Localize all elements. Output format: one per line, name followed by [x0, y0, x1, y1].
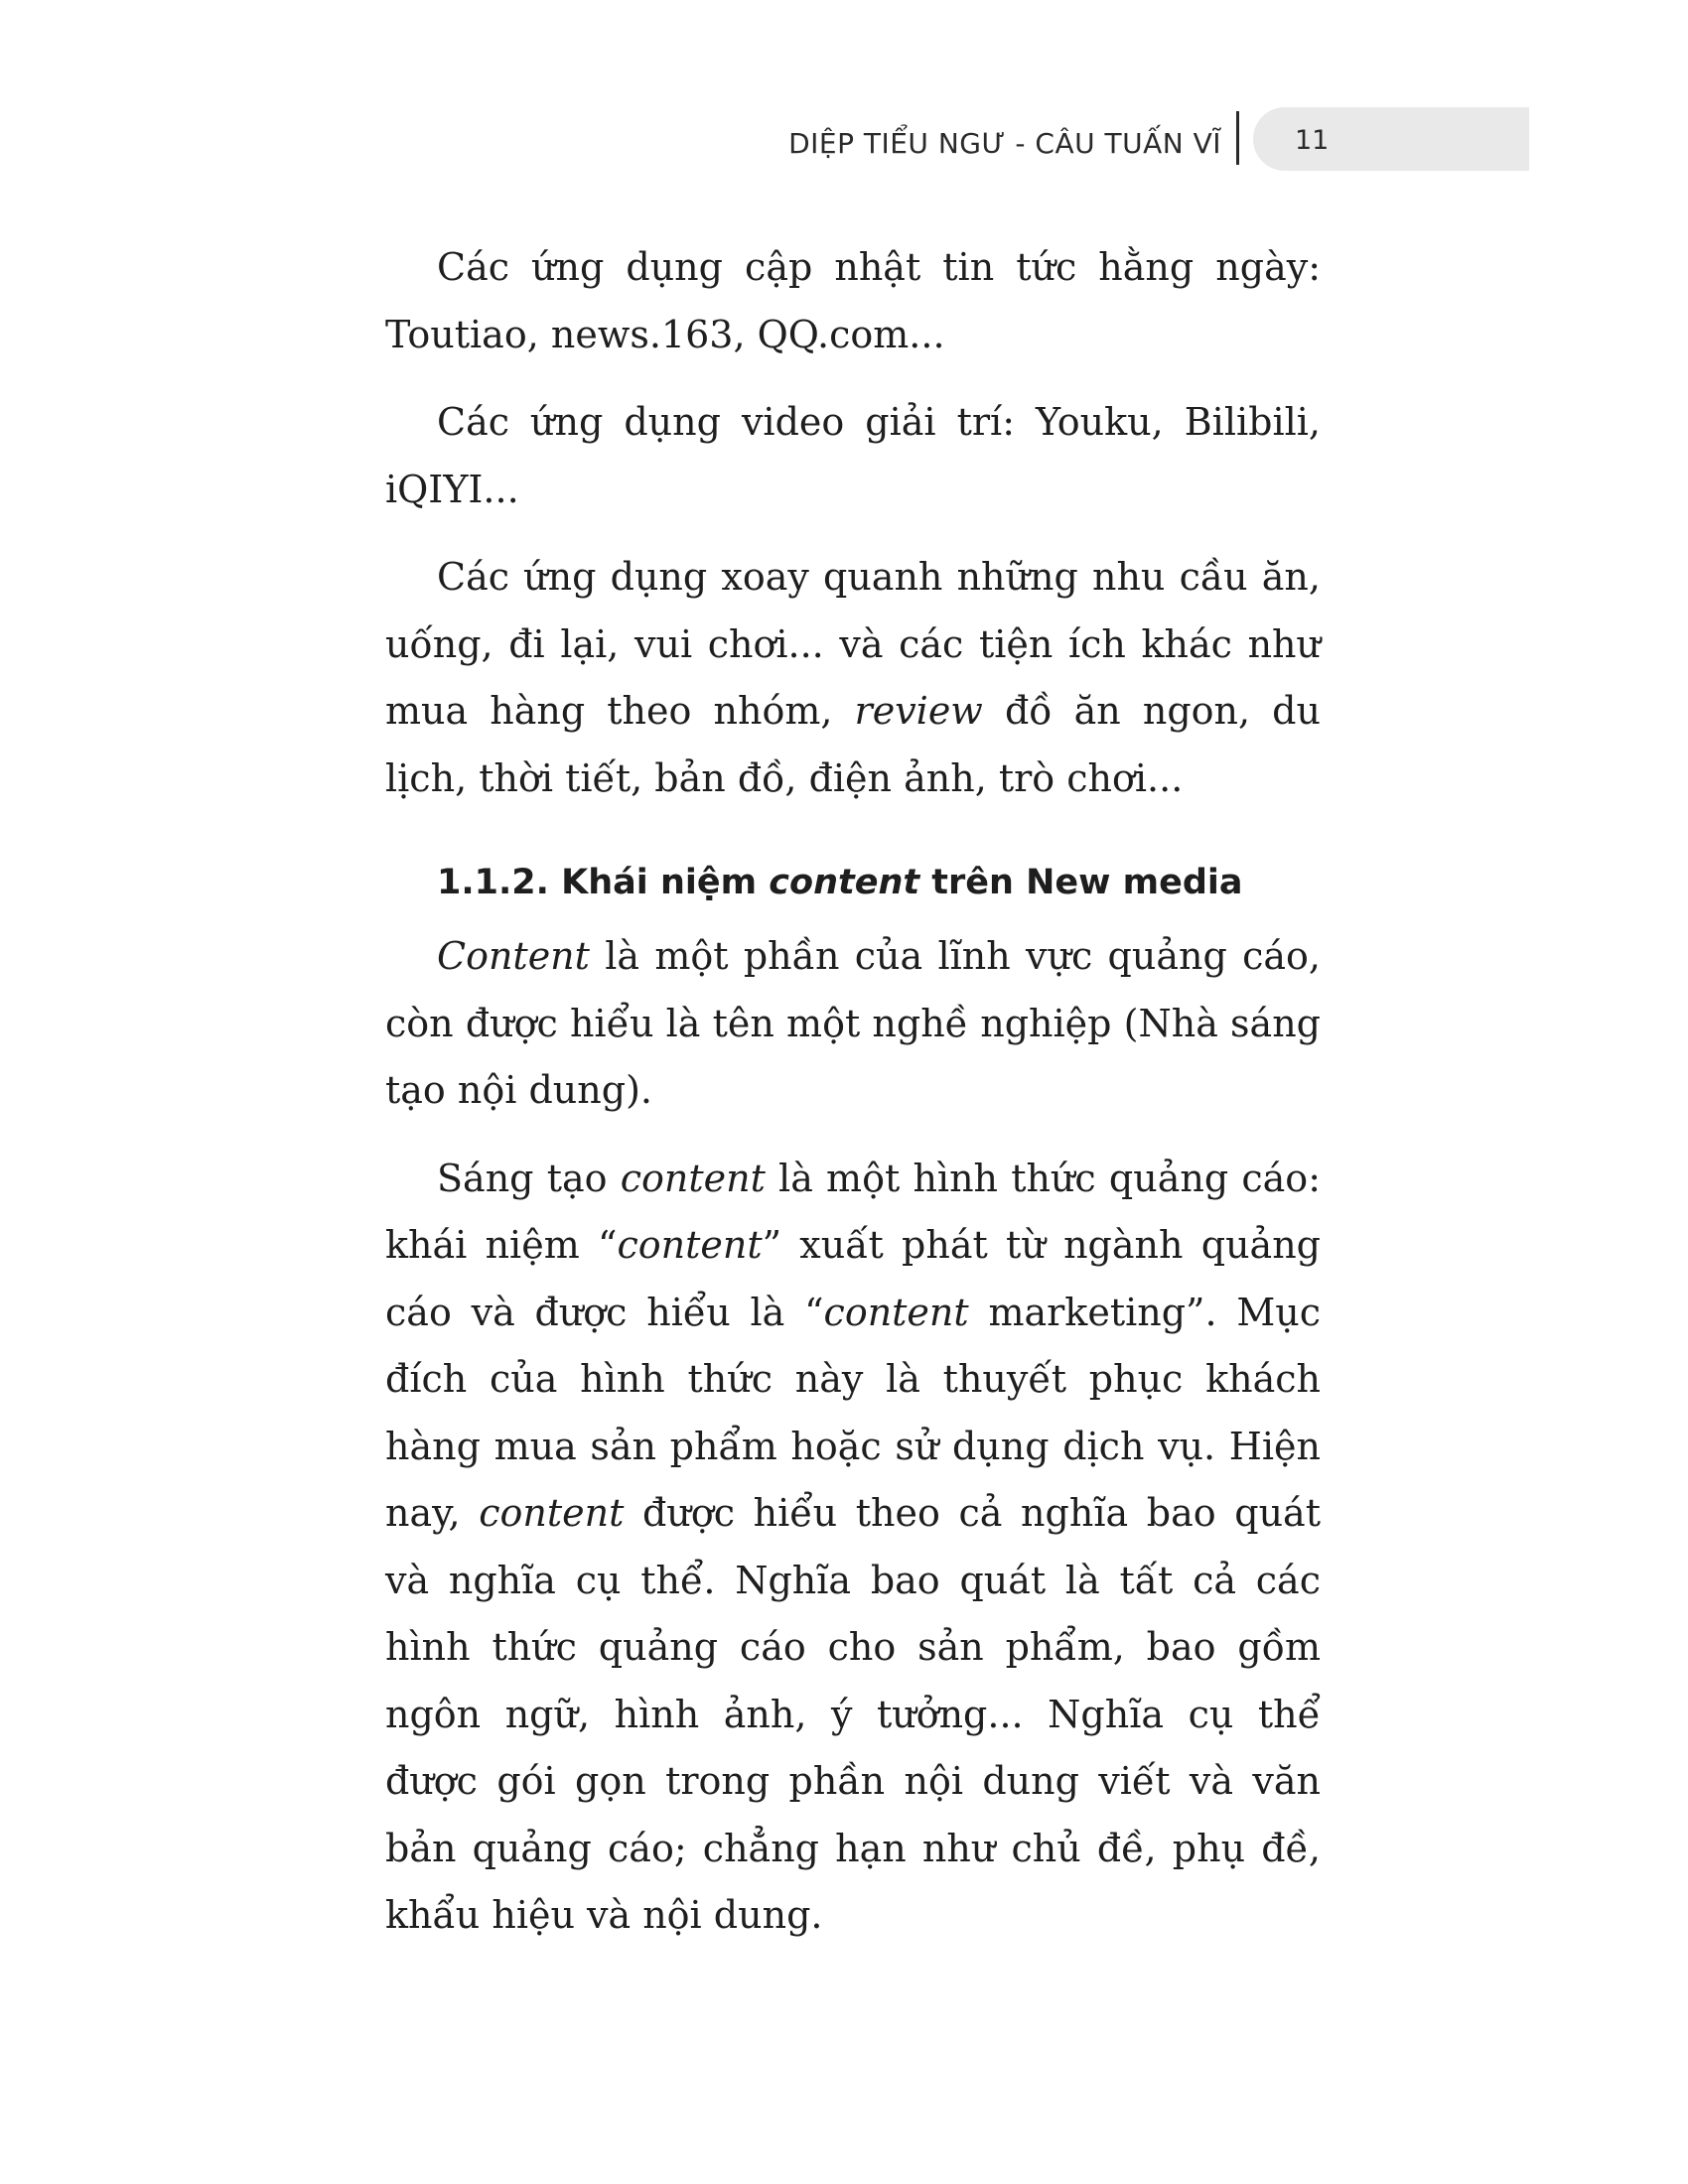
text-run: marketing”. Mục đích của hình thức này là thuyết phục khách hàng mua sản phẩm hoặc sử dụng dịch vụ. Hiện nay,: [385, 1290, 1321, 1535]
italic-term-review: review: [854, 689, 983, 733]
text-run: ” xuất phát từ ngành quảng cáo và được hiểu là “: [385, 1223, 1322, 1334]
paragraph-content-definition: [385, 923, 1321, 1125]
text-run: đồ ăn ngon, du lịch, thời tiết, bản đồ, điện ảnh, trò chơi...: [385, 689, 1321, 800]
text-run: được hiểu theo cả nghĩa bao quát và nghĩa cụ thể. Nghĩa bao quát là tất cả các hình thức quảng cáo cho sản phẩm, bao gồm ngôn ngữ, hình ảnh, ý tưởng... Nghĩa cụ thể được gói gọn trong phần nội dung viết và văn bản quảng cáo; chẳng hạn như chủ đề, phụ đề, khẩu hiệu và nội dung.: [385, 1491, 1321, 1937]
page-number: 11: [1295, 125, 1330, 156]
running-header: [0, 107, 1688, 177]
italic-term-content: content: [479, 1491, 625, 1535]
heading-italic-term: content: [769, 863, 920, 902]
section-heading: [437, 858, 1321, 907]
paragraph-news-apps: Các ứng dụng cập nhật tin tức hằng ngày: Toutiao, news.163, QQ.com...: [385, 245, 1321, 356]
paragraph-video-apps: Các ứng dụng video giải trí: Youku, Bilibili, iQIYI...: [385, 400, 1321, 511]
paragraph-lifestyle-apps: [385, 544, 1321, 812]
heading-text: 1.1.2. Khái niệm: [437, 863, 770, 902]
text-run: Sáng tạo: [437, 1156, 621, 1200]
text-run: Các ứng dụng xoay quanh những nhu cầu ăn, uống, đi lại, vui chơi... và các tiện ích khác như mua hàng theo nhóm,: [385, 555, 1321, 733]
paragraph-content-creation: [385, 1146, 1321, 1950]
italic-term-content: content: [620, 1156, 766, 1200]
italic-term-content: Content: [437, 934, 590, 978]
italic-term-content: content: [617, 1223, 763, 1267]
text-run: là một phần của lĩnh vực quảng cáo, còn được hiểu là tên một nghề nghiệp (Nhà sáng tạo nội dung).: [385, 934, 1321, 1112]
running-header-title: DIỆP TIỂU NGƯ - CÂU TUẤN VĨ: [788, 127, 1221, 160]
page-number-tab: [1253, 107, 1529, 171]
text-run: là một hình thức quảng cáo: khái niệm “: [385, 1156, 1321, 1267]
body-text: [385, 234, 1321, 1971]
heading-text: trên New media: [919, 863, 1243, 902]
header-divider: [1236, 111, 1239, 165]
italic-term-content: content: [823, 1290, 969, 1334]
